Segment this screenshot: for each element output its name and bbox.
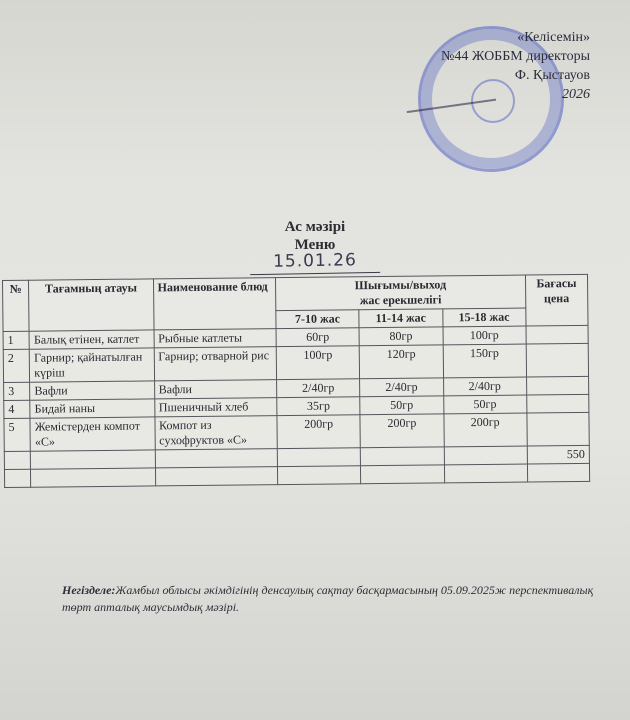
row-name-ru: Компот из сухофруктов «С» <box>154 416 277 450</box>
total-empty <box>361 447 444 466</box>
row-yield-7-10: 2/40гр <box>277 379 360 398</box>
blank-cell <box>155 467 278 486</box>
row-yield-11-14: 50гр <box>360 396 443 415</box>
row-num: 1 <box>3 331 29 349</box>
total-empty <box>277 448 360 467</box>
blank-cell <box>277 466 360 485</box>
row-yield-11-14: 120гр <box>359 345 443 379</box>
header-num: № <box>3 280 30 331</box>
row-name-ru: Гарнир; отварной рис <box>154 347 277 381</box>
row-name-ru: Пшеничный хлеб <box>154 398 277 417</box>
header-price <box>525 274 588 326</box>
row-yield-15-18: 100гр <box>443 326 526 345</box>
total-price: 550 <box>527 445 589 464</box>
row-price <box>527 412 590 446</box>
header-name-ru: Наименование блюд <box>153 278 276 330</box>
footer-lead: Негізделе: <box>62 583 116 597</box>
blank-cell <box>444 464 527 483</box>
approval-line-3: Ф. Қыстауов <box>514 68 590 83</box>
row-name-kz: Жемістерден компот «С» <box>30 417 155 451</box>
row-yield-7-10: 60гр <box>276 328 359 347</box>
row-yield-7-10: 35гр <box>277 397 360 416</box>
footer-note <box>62 582 602 616</box>
row-yield-15-18: 2/40гр <box>443 377 526 396</box>
menu-date: 15.01.26 <box>250 250 380 275</box>
menu-titles <box>250 218 380 254</box>
row-yield-11-14: 80гр <box>359 327 442 346</box>
approval-date: 2026 <box>562 87 590 102</box>
row-num: 4 <box>4 400 30 418</box>
row-name-kz: Бидай наны <box>30 399 154 418</box>
blank-cell <box>31 468 155 487</box>
approval-line-1: «Келісемін» <box>517 30 590 45</box>
row-num: 2 <box>3 349 30 382</box>
header-yield <box>275 275 525 311</box>
header-yield-kz: Шығымы/выход <box>354 277 447 293</box>
row-name-ru: Вафли <box>154 380 277 399</box>
header-yield-ru: жас ерекшелігі <box>359 292 442 308</box>
row-name-kz: Гарнир; қайнатылған күріш <box>30 348 155 382</box>
row-yield-11-14: 200гр <box>360 414 444 448</box>
row-yield-11-14: 2/40гр <box>360 378 443 397</box>
footer-text: Жамбыл облысы әкімдігінің денсаулық сақтау басқармасының 05.09.2025ж перспективалық төрт апталық маусымдық мәзірі. <box>62 583 594 614</box>
row-name-kz: Балық етінен, катлет <box>29 330 153 349</box>
approval-block <box>441 28 590 104</box>
header-age-7-10: 7-10 жас <box>276 310 359 329</box>
total-empty <box>155 449 278 468</box>
title-kz: Ас мәзірі <box>284 219 346 235</box>
blank-cell <box>361 465 444 484</box>
row-yield-15-18: 150гр <box>443 344 527 378</box>
row-name-kz: Вафли <box>30 381 154 400</box>
total-empty <box>31 450 155 469</box>
row-num: 3 <box>4 382 30 400</box>
header-age-11-14: 11-14 жас <box>359 309 442 328</box>
title-ru: Меню <box>294 237 336 253</box>
row-price <box>526 394 588 413</box>
row-yield-7-10: 100гр <box>276 346 360 380</box>
row-num: 5 <box>4 418 31 451</box>
header-price-ru: цена <box>543 291 570 306</box>
row-price <box>526 343 589 377</box>
total-empty <box>4 451 30 469</box>
blank-cell <box>4 469 30 487</box>
header-age-15-18: 15-18 жас <box>442 308 525 327</box>
row-price <box>526 376 588 395</box>
row-yield-15-18: 50гр <box>443 395 526 414</box>
header-name-kz: Тағамның атауы <box>29 279 154 331</box>
row-yield-15-18: 200гр <box>443 413 527 447</box>
blank-cell <box>527 463 589 482</box>
row-name-ru: Рыбные катлеты <box>154 329 277 348</box>
row-yield-7-10: 200гр <box>277 415 361 449</box>
approval-line-2: №44 ЖОББМ директоры <box>441 49 590 64</box>
menu-table <box>2 274 590 488</box>
row-price <box>526 325 588 344</box>
header-price-kz: Бағасы <box>536 275 577 291</box>
total-empty <box>444 446 527 465</box>
